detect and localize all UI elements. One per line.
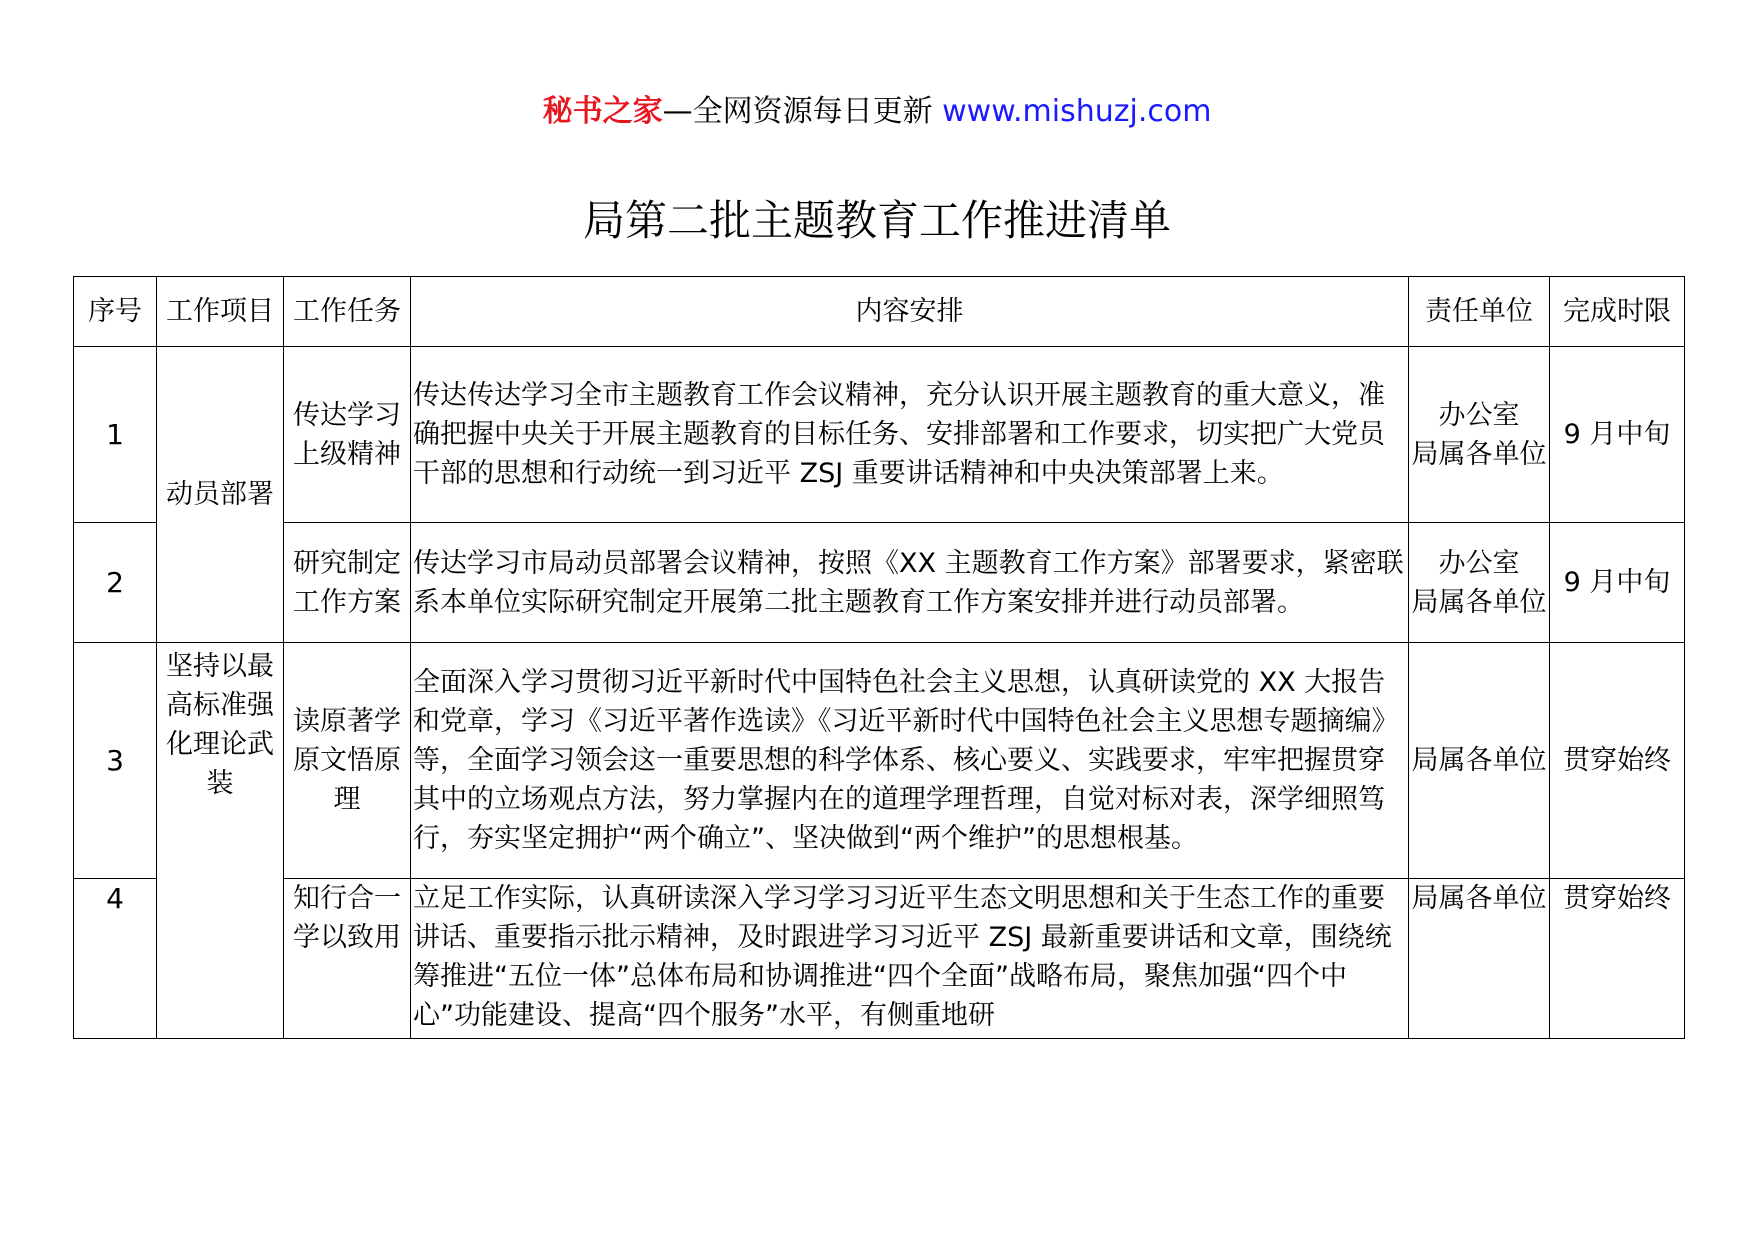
table-row (74, 643, 1685, 879)
row-project: 坚持以最高标准强化理论武装 (157, 643, 284, 1039)
table-row (74, 523, 1685, 643)
row-content-cell (411, 879, 1409, 1039)
row-unit (1409, 347, 1550, 523)
header-project: 工作项目 (157, 277, 284, 347)
site-url-link[interactable]: www.mishuzj.com (942, 94, 1212, 129)
table-row (74, 347, 1685, 523)
site-banner (0, 92, 1754, 132)
row-deadline: 贯穿始终 (1550, 643, 1685, 879)
document-title: 局第二批主题教育工作推进清单 (582, 196, 1171, 245)
row-deadline: 9 月中旬 (1550, 347, 1685, 523)
row-content: 传达学习市局动员部署会议精神，按照《XX 主题教育工作方案》部署要求，紧密联系本单位实际研究制定开展第二批主题教育工作方案安排并进行动员部署。 (411, 523, 1409, 643)
row-content: 全面深入学习贯彻习近平新时代中国特色社会主义思想，认真研读党的 XX 大报告和党章，学习《习近平著作选读》《习近平新时代中国特色社会主义思想专题摘编》等，全面学习领会这一重要思想的科学体系、核心要义、实践要求，牢牢把握贯穿其中的立场观点方法，努力掌握内在的道理学理哲理，自觉对标对表，深学细照笃行，夯实坚定拥护“两个确立”、坚决做到“两个维护”的思想根基。 (411, 643, 1409, 879)
row-unit-line: 局属各单位 (1411, 586, 1547, 618)
row-unit: 局属各单位 (1409, 879, 1550, 1039)
header-task: 工作任务 (284, 277, 411, 347)
table-header-row (74, 277, 1685, 347)
header-unit: 责任单位 (1409, 277, 1550, 347)
site-tagline: —全网资源每日更新 (662, 94, 943, 129)
row-project: 动员部署 (157, 347, 284, 643)
row-task: 研究制定工作方案 (284, 523, 411, 643)
row-unit-line: 办公室 (1438, 547, 1520, 579)
row-task: 读原著学原文悟原理 (284, 643, 411, 879)
row-seq: 3 (74, 643, 157, 879)
work-plan-table (73, 276, 1685, 1039)
site-brand: 秘书之家 (542, 94, 663, 129)
row-deadline: 贯穿始终 (1550, 879, 1685, 1039)
header-deadline: 完成时限 (1550, 277, 1685, 347)
row-seq: 1 (74, 347, 157, 523)
header-seq: 序号 (74, 277, 157, 347)
row-unit (1409, 523, 1550, 643)
row-unit-line: 局属各单位 (1411, 438, 1547, 470)
row-content: 传达传达学习全市主题教育工作会议精神，充分认识开展主题教育的重大意义，准确把握中央关于开展主题教育的目标任务、安排部署和工作要求，切实把广大党员干部的思想和行动统一到习近平 ZSJ 重要讲话精神和中央决策部署上来。 (411, 347, 1409, 523)
row-deadline: 9 月中旬 (1550, 523, 1685, 643)
row-unit: 局属各单位 (1409, 643, 1550, 879)
row-seq: 2 (74, 523, 157, 643)
table-row (74, 879, 1685, 1039)
row-seq: 4 (74, 879, 157, 1039)
row-task: 知行合一学以致用 (284, 879, 411, 1039)
header-content: 内容安排 (411, 277, 1409, 347)
row-task: 传达学习上级精神 (284, 347, 411, 523)
row-content: 立足工作实际，认真研读深入学习学习习近平生态文明思想和关于生态工作的重要讲话、重要指示批示精神，及时跟进学习习近平 ZSJ 最新重要讲话和文章，围绕统筹推进“五位一体”总体布局和协调推进“四个全面”战略布局，聚焦加强“四个中心”功能建设、提高“四个服务”水平，有侧重地研 (413, 883, 1392, 1031)
row-unit-line: 办公室 (1438, 399, 1520, 431)
